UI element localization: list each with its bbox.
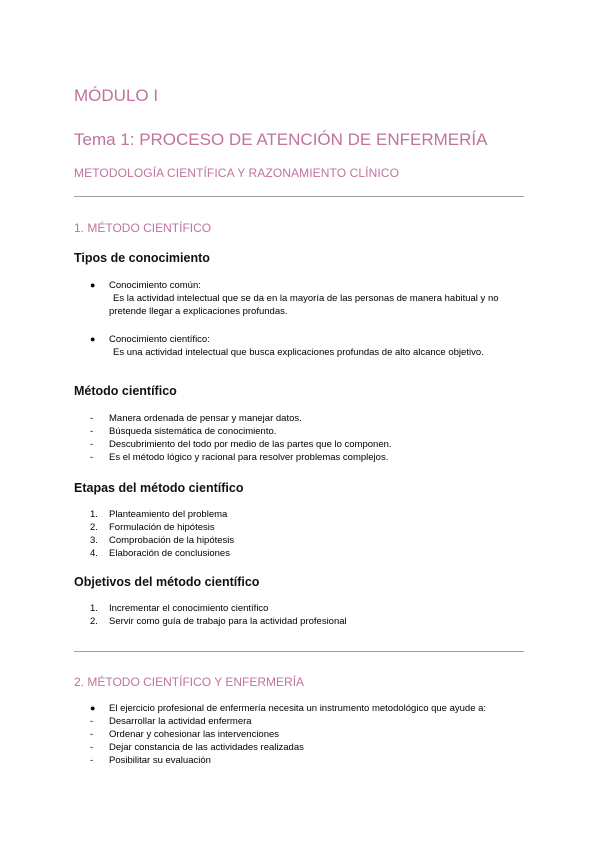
tipo-cientifico-desc: Es una actividad intelectual que busca explicaciones profundas de alto alcance objetivo. xyxy=(113,347,484,358)
tipo-comun-label: Conocimiento común: xyxy=(109,280,201,291)
tipo-comun-desc-2: pretende llegar a explicaciones profundas. xyxy=(109,306,288,317)
tipo-cientifico-label: Conocimiento científico: xyxy=(109,334,210,345)
divider xyxy=(74,196,524,197)
dash-marker: - xyxy=(90,755,94,766)
dash-marker: - xyxy=(90,439,94,450)
theme-title: Tema 1: PROCESO DE ATENCIÓN DE ENFERMERÍA xyxy=(74,130,488,149)
section-2-title: 2. MÉTODO CIENTÍFICO Y ENFERMERÍA xyxy=(74,675,305,689)
bullet-icon: ● xyxy=(90,334,96,344)
dash-marker: - xyxy=(90,729,94,740)
module-title: MÓDULO I xyxy=(74,86,159,105)
dash-marker: - xyxy=(90,426,94,437)
section-1-title: 1. MÉTODO CIENTÍFICO xyxy=(74,221,212,235)
metodo-heading: Método científico xyxy=(74,384,177,398)
divider xyxy=(74,651,524,652)
dash-marker: - xyxy=(90,413,94,424)
dash-marker: - xyxy=(90,716,94,727)
tipos-heading: Tipos de conocimiento xyxy=(74,251,210,265)
dash-marker: - xyxy=(90,452,94,463)
objetivos-heading: Objetivos del método científico xyxy=(74,575,260,589)
tipo-comun-desc-1: Es la actividad intelectual que se da en la mayoría de las personas de manera habitual y no xyxy=(113,293,499,304)
subtitle: METODOLOGÍA CIENTÍFICA Y RAZONAMIENTO CLÍNICO xyxy=(74,166,400,180)
dash-marker: - xyxy=(90,742,94,753)
bullet-icon: ● xyxy=(90,280,96,290)
bullet-icon: ● xyxy=(90,703,96,713)
etapas-heading: Etapas del método científico xyxy=(74,481,244,495)
section-2-intro: El ejercicio profesional de enfermería necesita un instrumento metodológico que ayude a: xyxy=(109,703,487,714)
